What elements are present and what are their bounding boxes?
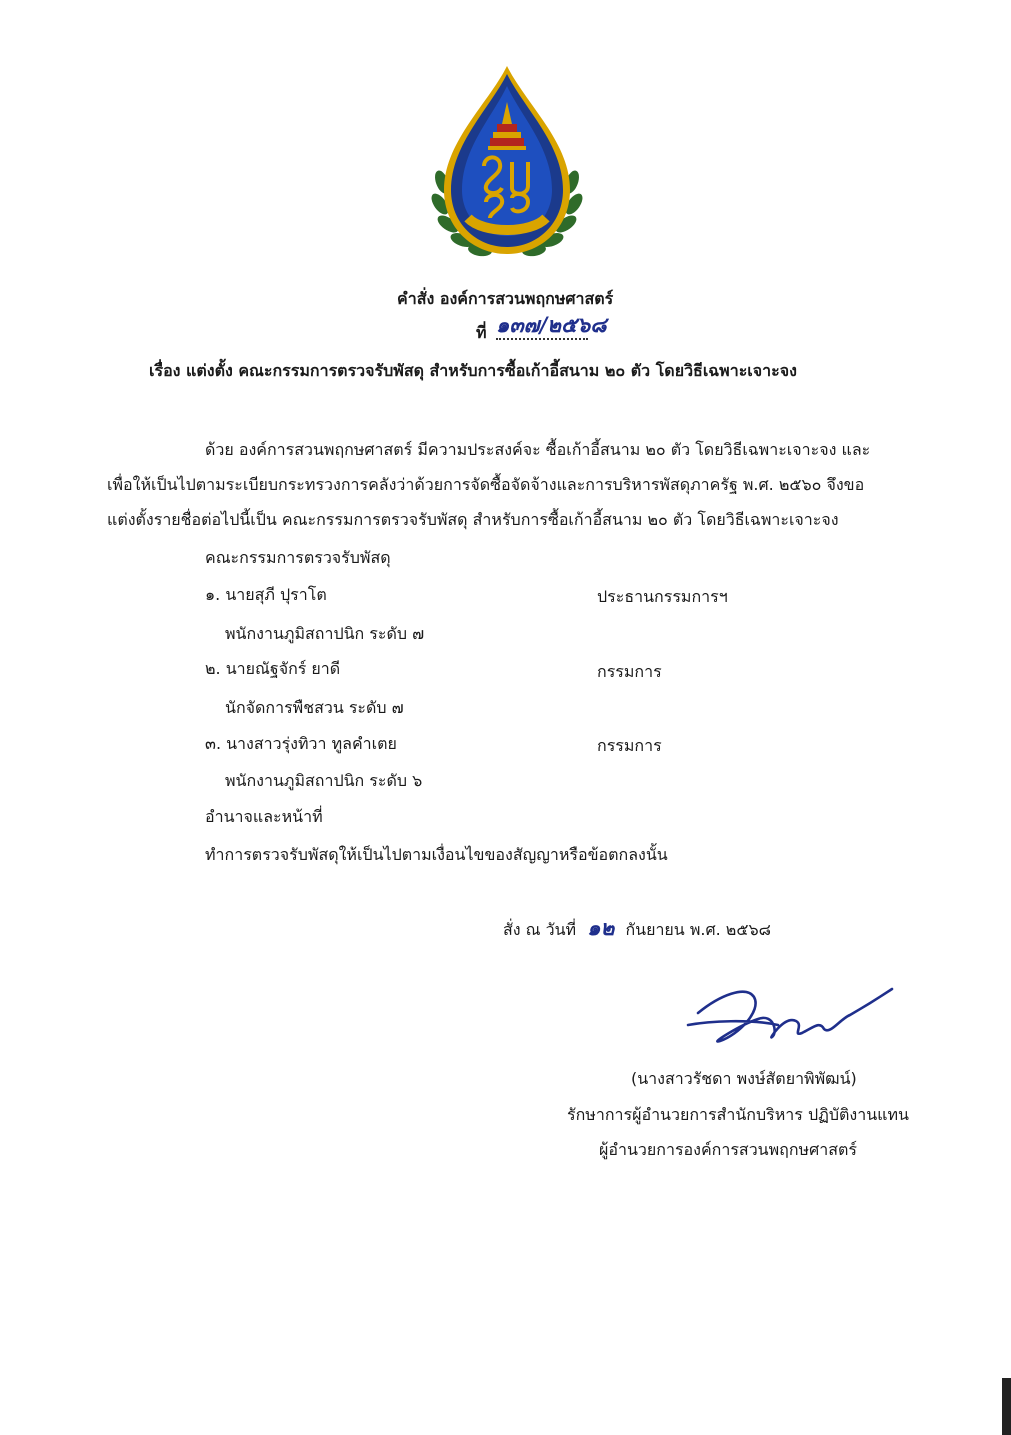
member-1-role: ประธานกรรมการฯ	[597, 587, 728, 606]
signatory-name: (นางสาวรัชดา พงษ์สัตยาพิพัฒน์)	[631, 1069, 857, 1088]
order-number-label: ที่	[476, 323, 487, 342]
member-3-role: กรรมการ	[597, 736, 662, 755]
committee-heading: คณะกรรมการตรวจรับพัสดุ	[205, 548, 391, 567]
paragraph-line-3: แต่งตั้งรายชื่อต่อไปนี้เป็น คณะกรรมการตรวจรับพัสดุ สำหรับการซื้อเก้าอี้สนาม ๒๐ ตัว โดยวิธีเฉพาะเจาะจง	[107, 510, 839, 529]
order-title: คำสั่ง องค์การสวนพฤกษศาสตร์	[397, 289, 614, 308]
organization-seal-icon	[428, 62, 586, 262]
date-day: ๑๒	[587, 915, 615, 940]
duty-text: ทำการตรวจรับพัสดุให้เป็นไปตามเงื่อนไขของสัญญาหรือข้อตกลงนั้น	[205, 845, 668, 864]
signatory-title-2: ผู้อำนวยการองค์การสวนพฤกษศาสตร์	[599, 1140, 857, 1159]
order-number-field	[496, 312, 607, 338]
order-subject: เรื่อง แต่งตั้ง คณะกรรมการตรวจรับพัสดุ สำหรับการซื้อเก้าอี้สนาม ๒๐ ตัว โดยวิธีเฉพาะเจาะจง	[149, 361, 797, 380]
date-suffix: กันยายน พ.ศ. ๒๕๖๘	[625, 920, 771, 939]
paragraph-line-1: ด้วย องค์การสวนพฤกษศาสตร์ มีความประสงค์จะ ซื้อเก้าอี้สนาม ๒๐ ตัว โดยวิธีเฉพาะเจาะจง และ	[205, 440, 871, 459]
order-number-value: ๑๓๗/๒๕๖๘	[496, 312, 588, 340]
date-line	[503, 917, 771, 941]
scan-edge-mark	[1002, 1378, 1011, 1435]
member-1-position: พนักงานภูมิสถาปนิก ระดับ ๗	[225, 624, 425, 643]
member-3-name: ๓. นางสาวรุ่งทิวา ทูลคำเตย	[205, 734, 397, 753]
handwritten-signature	[680, 975, 895, 1050]
member-3-position: พนักงานภูมิสถาปนิก ระดับ ๖	[225, 771, 423, 790]
member-2-position: นักจัดการพืชสวน ระดับ ๗	[225, 698, 404, 717]
member-2-role: กรรมการ	[597, 662, 662, 681]
duty-heading: อำนาจและหน้าที่	[205, 807, 323, 826]
date-prefix: สั่ง ณ วันที่	[503, 920, 577, 939]
paragraph-line-2: เพื่อให้เป็นไปตามระเบียบกระทรวงการคลังว่าด้วยการจัดซื้อจัดจ้างและการบริหารพัสดุภาครัฐ พ.ศ. ๒๕๖๐ จึงขอ	[107, 475, 865, 494]
member-1-name: ๑. นายสุภี ปุราโต	[205, 585, 327, 604]
signatory-title-1: รักษาการผู้อำนวยการสำนักบริหาร ปฏิบัติงานแทน	[567, 1105, 909, 1124]
member-2-name: ๒. นายณัฐจักร์ ยาดี	[205, 659, 341, 678]
